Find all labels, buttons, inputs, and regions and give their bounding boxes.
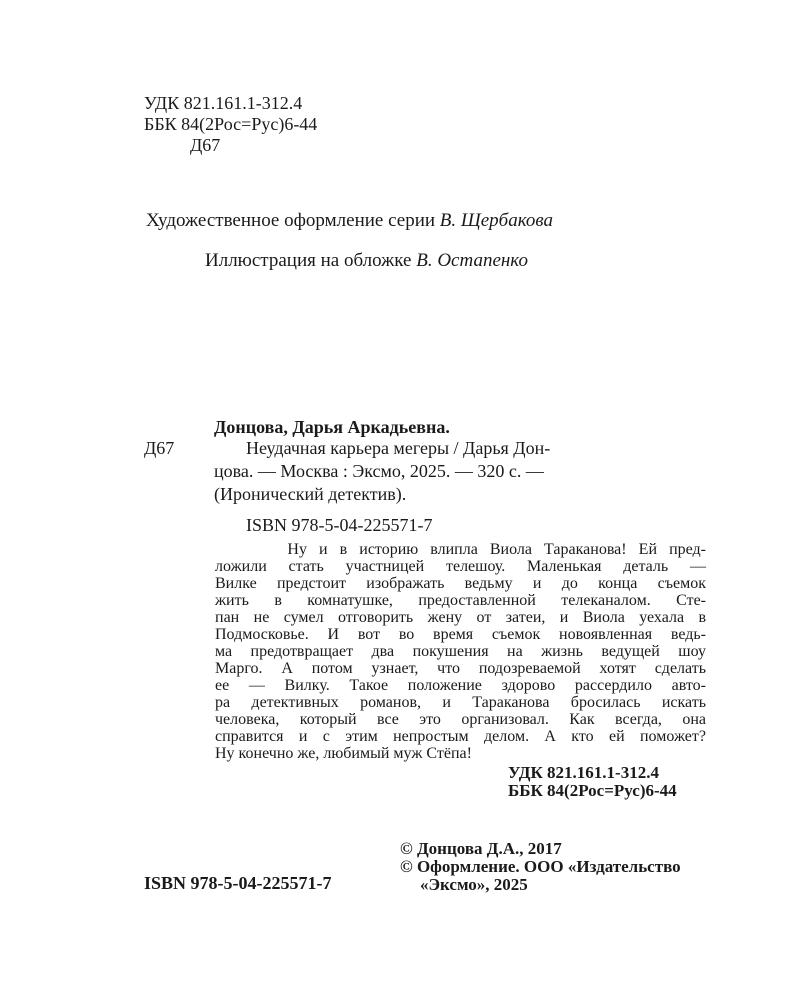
annotation-line: ра детективных романов, и Тараканова бросилась искать (215, 694, 706, 711)
annotation-line: Марго. А потом узнает, что подозреваемой хотят сделать (215, 660, 706, 677)
annotation-line: Подмосковье. И вот во время съемок новоявленная ведь- (215, 626, 706, 643)
udk-code-top: УДК 821.161.1-312.4 (144, 93, 303, 113)
series-design-credit (146, 211, 553, 230)
author-code-top: Д67 (190, 135, 221, 155)
cover-illustration-credit (205, 251, 528, 270)
annotation-line: ложили стать участницей телешоу. Маленькая деталь — (215, 558, 706, 575)
udk-code-bottom: УДК 821.161.1-312.4 (508, 763, 659, 782)
catalog-isbn: ISBN 978-5-04-225571-7 (246, 515, 433, 535)
annotation-line: Ну конечно же, любимый муж Стёпа! (215, 745, 472, 762)
isbn-bottom: ISBN 978-5-04-225571-7 (144, 873, 332, 893)
cover-illustrator-name: В. Остапенко (416, 250, 528, 271)
catalog-title-line: Неудачная карьера мегеры / Дарья Дон- (246, 438, 551, 458)
annotation-line: человека, который все это организовал. Как всегда, она (215, 711, 706, 728)
annotation-line: справится и с этим непростым делом. А кто ей поможет? (215, 728, 706, 745)
copyright-design: © Оформление. ООО «Издательство (400, 857, 681, 876)
bbk-code-top: ББК 84(2Рос=Рус)6-44 (144, 114, 318, 134)
annotation-line: Вилке предстоит изображать ведьму и до конца съемок (215, 575, 706, 592)
copyright-publisher: «Эксмо», 2025 (420, 875, 528, 894)
annotation-line: ее — Вилку. Такое положение здорово рассердило авто- (215, 677, 706, 694)
copyright-author: © Донцова Д.А., 2017 (400, 839, 562, 858)
catalog-title-line: (Иронический детектив). (214, 484, 407, 504)
cover-illustration-label: Иллюстрация на обложке (205, 250, 417, 271)
catalog-title-line: цова. — Москва : Эксмо, 2025. — 320 с. — (214, 461, 544, 481)
bbk-code-bottom: ББК 84(2Рос=Рус)6-44 (508, 781, 677, 800)
annotation-line: Ну и в историю влипла Виола Тараканова! Ей пред- (215, 541, 706, 558)
catalog-author: Донцова, Дарья Аркадьевна. (214, 417, 450, 437)
series-designer-name: В. Щербакова (439, 210, 553, 231)
annotation-line: пан не сумел отговорить жену от затеи, и Виола уехала в (215, 609, 706, 626)
series-design-label: Художественное оформление серии (146, 210, 440, 231)
annotation-line: ма предотвращает два покушения на жизнь ведущей шоу (215, 643, 706, 660)
annotation-line: жить в комнатушке, предоставленной телеканалом. Сте- (215, 592, 706, 609)
catalog-code: Д67 (144, 438, 175, 458)
